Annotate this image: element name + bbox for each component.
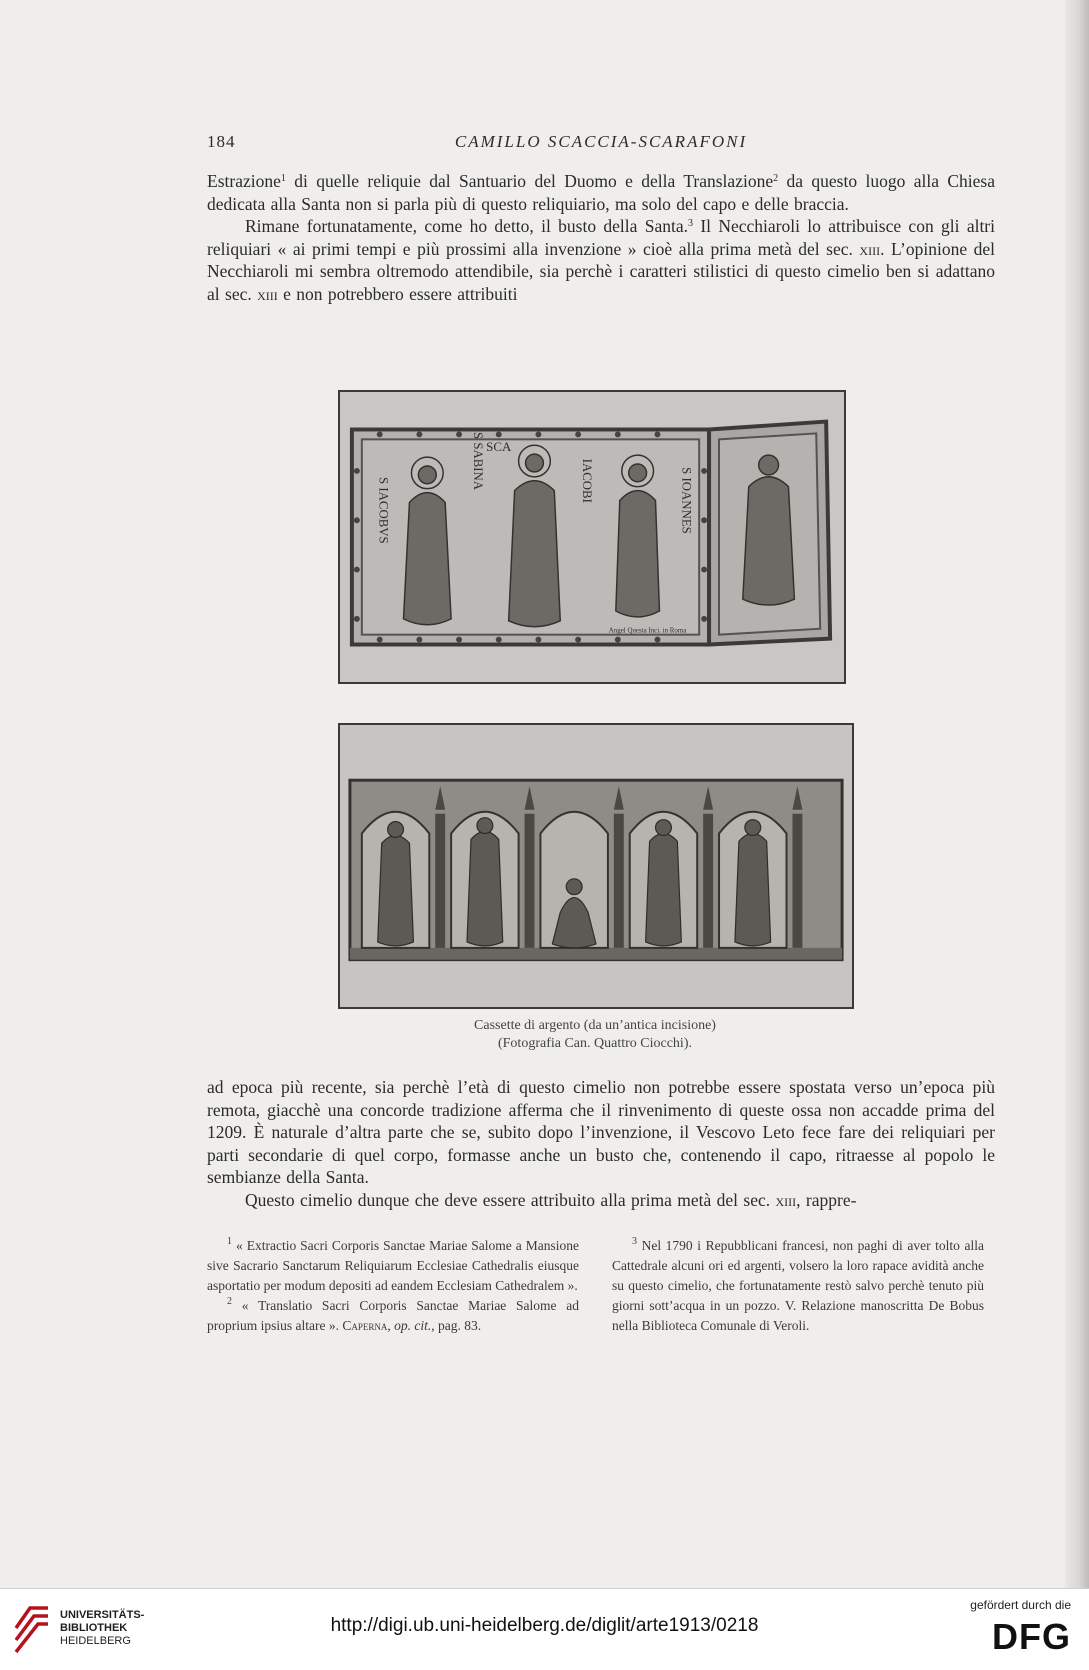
running-head — [207, 132, 995, 156]
footnote-3 — [612, 1236, 984, 1336]
footnote-text: « Extractio Sacri Corporis Sanctae Mariae Salome a Mansione sive Sacrario Sanctarum Reliquiarum Ecclesiae Cathedralis eiusque asportatio per modum depositi ad eandem Ecclesiam Cathedralem ». — [207, 1238, 579, 1293]
inscription-s-sabina: S SABINA — [470, 432, 485, 491]
footnote-mark: 2 — [227, 1296, 232, 1307]
page-edge — [1065, 0, 1089, 1588]
text-run: , rappre- — [796, 1189, 857, 1210]
inscription-s-ioannes: S IOANNES — [679, 467, 694, 534]
paragraph-ad-epoca: ad epoca più recente, sia perchè l’età di questo cimelio non potrebbe essere spostata verso un’epoca più remota, giacchè una concorde tradizione afferma che il rinvenimento di queste ossa non accadde prima del 1209. È naturale d’altra parte che se, subito dopo l’invenzione, il Vescovo Leto fece fare dei reliquiari per parti secondarie di quel corpo, formasse anche un busto che, contenendo il capo, ritraesse al popolo le sembianze della Santa. — [207, 1077, 995, 1187]
footnote-ref-2[interactable]: 2 — [773, 173, 779, 184]
viewer-footer — [0, 1588, 1089, 1670]
century-numeral: xiii — [257, 283, 278, 304]
caption-line-2: (Fotografia Can. Quattro Ciocchi). — [497, 1036, 692, 1051]
engraving-casket-arcade — [340, 725, 852, 1007]
plate-casket-top — [338, 390, 846, 684]
footnote-mark: 3 — [632, 1236, 637, 1247]
footnote-text: , pag. 83. — [431, 1318, 482, 1333]
body-text-top — [207, 170, 995, 305]
footnote-1 — [207, 1236, 579, 1296]
paragraph-rimane — [207, 215, 995, 305]
op-cit: op. cit. — [394, 1318, 432, 1333]
page-number: 184 — [207, 132, 236, 151]
century-numeral: xiii — [775, 1189, 797, 1210]
footnote-text: , — [387, 1318, 395, 1333]
inscription-sca: SCA — [486, 440, 512, 455]
text-run: Rimane fortunatamente, come ho detto, il busto della Santa. — [245, 216, 688, 236]
text-run: di quelle reliquie dal Santuario del Duomo e della Translazione — [285, 171, 774, 191]
footnote-text: Nel 1790 i Repubblicani francesi, non paghi di aver tolto alla Cattedrale alcuni ori ed argenti, volsero la loro rapace avidità anche su questo cimelio, che fortunatamente restò salvo perchè tenuto più giorni sott’acqua in un pozzo. V. Relazione manoscritta De Bobus nella Biblioteca Comunale di Veroli. — [612, 1238, 984, 1333]
library-name-line-3: HEIDELBERG — [60, 1635, 131, 1647]
running-title: CAMILLO SCACCIA-SCARAFONI — [454, 132, 748, 151]
footnotes-right-column — [612, 1236, 984, 1336]
text-run: Estrazione — [207, 171, 281, 191]
text-run: . L’opinione del Necchiaroli mi sembra oltremodo attendibile, sia perchè i caratteri stilistici di questo cimelio ben si adattano al sec. — [207, 238, 995, 304]
engraver-signature: Angel Questa Inci. in Roma — [608, 627, 687, 635]
text-run: Il Necchiaroli lo attribuisce con gli altri reliquiari « ai primi tempi e più prossimi alla invenzione » cioè alla prima metà del sec. — [207, 216, 996, 259]
paragraph-estrazione — [207, 170, 995, 215]
text-run: da questo luogo alla Chiesa dedicata alla Santa non si parla più di questo reliquiario, ma solo del capo e delle braccia. — [207, 171, 995, 214]
cited-author: Caperna — [342, 1318, 388, 1333]
body-text-bottom — [207, 1076, 995, 1211]
footnote-ref-3[interactable]: 3 — [688, 218, 693, 229]
plate-casket-bottom — [338, 723, 854, 1009]
footnote-ref-1[interactable]: 1 — [280, 173, 286, 184]
paragraph-questo-cimelio — [207, 1189, 995, 1212]
century-numeral: xiii — [859, 238, 881, 259]
figure-caption — [330, 1017, 860, 1053]
library-name-line-1: UNIVERSITÄTS- — [60, 1609, 145, 1621]
dfg-logo[interactable]: DFG — [992, 1616, 1071, 1657]
footnotes-left-column — [207, 1236, 579, 1336]
engraving-casket-three-saints — [340, 392, 844, 682]
footnote-2 — [207, 1296, 579, 1336]
permalink-url[interactable]: http://digi.ub.uni-heidelberg.de/diglit/arte1913/0218 — [330, 1615, 759, 1636]
sponsor-label: gefördert durch die — [970, 1598, 1071, 1612]
inscription-s-iacobvs: S IACOBVS — [376, 477, 391, 544]
caption-line-1: Cassette di argento (da un’antica incisione) — [474, 1018, 716, 1033]
footnote-mark: 1 — [227, 1236, 232, 1247]
library-name-line-2: BIBLIOTHEK — [60, 1622, 128, 1634]
footnote-text: « Translatio Sacri Corporis Sanctae Mariae Salome ad proprium ipsius altare ». — [207, 1298, 579, 1333]
inscription-iacobi: IACOBI — [580, 458, 595, 503]
text-run: e non potrebbero essere attribuiti — [277, 283, 518, 304]
text-run: Questo cimelio dunque che deve essere attribuito alla prima metà del sec. — [245, 1189, 776, 1210]
